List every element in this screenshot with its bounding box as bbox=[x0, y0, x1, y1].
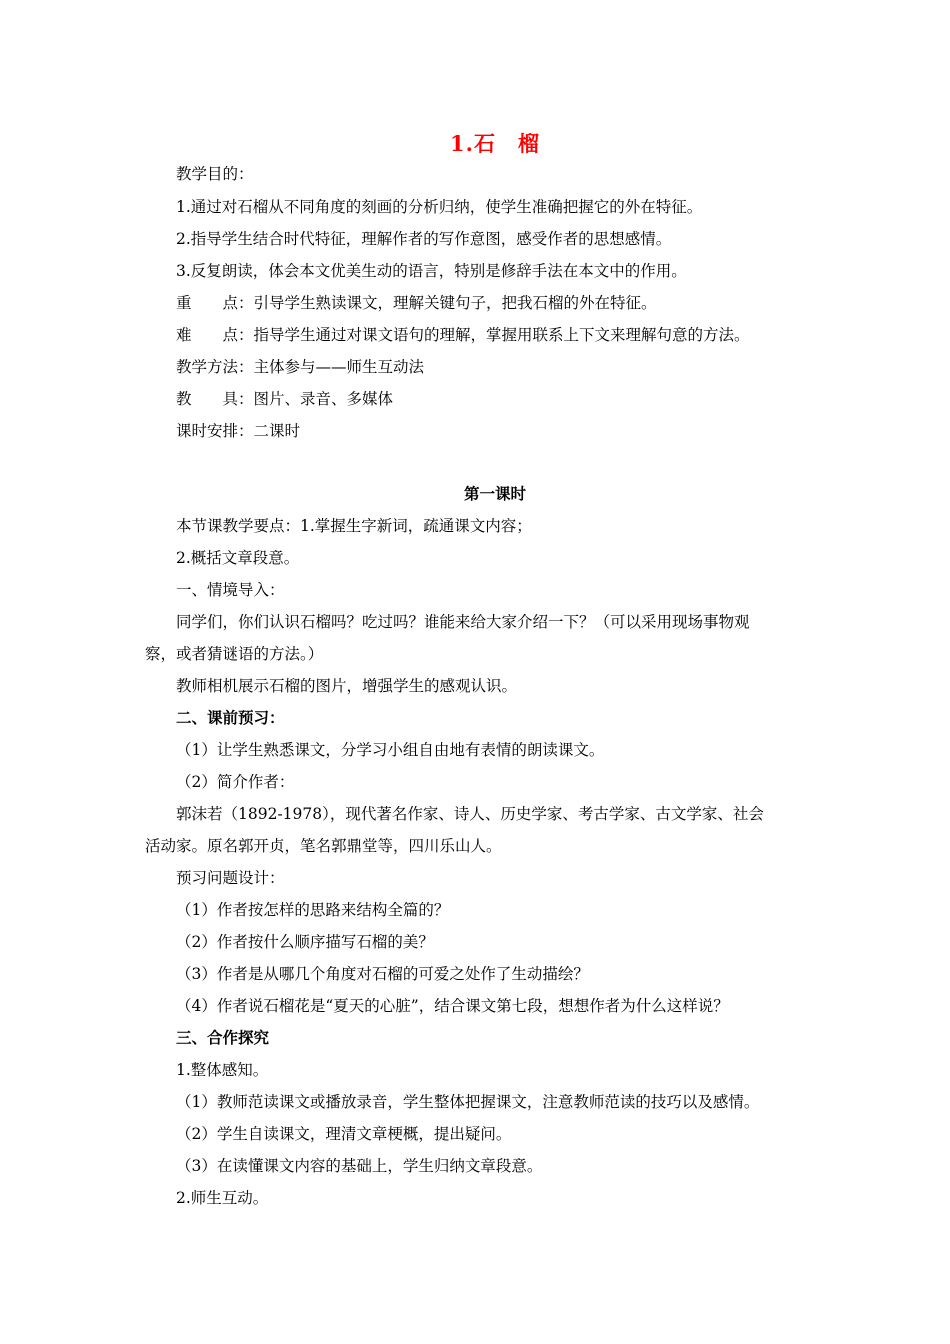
explore-item: （2）学生自读课文，理清文章梗概，提出疑问。 bbox=[176, 1125, 512, 1143]
intro-text: 同学们，你们认识石榴吗？吃过吗？谁能来给大家介绍一下？（可以采用现场事物观 bbox=[176, 613, 750, 631]
objectives-heading: 教学目的： bbox=[176, 165, 254, 183]
objective-item: 3.反复朗读，体会本文优美生动的语言，特别是修辞手法在本文中的作用。 bbox=[176, 262, 687, 280]
difficulty-point: 难 点：指导学生通过对课文语句的理解，掌握用联系上下文来理解句意的方法。 bbox=[176, 326, 750, 344]
explore-item: （3）在读懂课文内容的基础上，学生归纳文章段意。 bbox=[176, 1157, 543, 1175]
questions-heading: 预习问题设计： bbox=[176, 869, 285, 887]
question-item: （3）作者是从哪几个角度对石榴的可爱之处作了生动描绘？ bbox=[176, 965, 589, 983]
question-item: （2）作者按什么顺序描写石榴的美？ bbox=[176, 933, 434, 951]
teaching-method: 教学方法：主体参与——师生互动法 bbox=[176, 358, 425, 376]
author-intro: 活动家。原名郭开贞，笔名郭鼎堂等，四川乐山人。 bbox=[145, 837, 502, 855]
class-schedule: 课时安排：二课时 bbox=[176, 422, 301, 440]
objective-item: 1.通过对石榴从不同角度的刻画的分析归纳，使学生准确把握它的外在特征。 bbox=[176, 198, 703, 216]
preview-item: （2）简介作者： bbox=[176, 773, 295, 791]
lesson-focus: 2.概括文章段意。 bbox=[176, 549, 300, 567]
question-item: （4）作者说石榴花是“夏天的心脏”，结合课文第七段，想想作者为什么这样说？ bbox=[176, 997, 729, 1015]
lesson-focus: 本节课教学要点：1.掌握生字新词，疏通课文内容； bbox=[176, 517, 532, 535]
explore-item: （1）教师范读课文或播放录音，学生整体把握课文，注意教师范读的技巧以及感情。 bbox=[176, 1093, 760, 1111]
intro-heading: 一、情境导入： bbox=[176, 581, 285, 599]
lesson-heading: 第一课时 bbox=[463, 484, 526, 503]
explore-subheading: 1.整体感知。 bbox=[176, 1061, 269, 1079]
key-point: 重 点：引导学生熟读课文，理解关键句子，把我石榴的外在特征。 bbox=[176, 294, 657, 312]
question-item: （1）作者按怎样的思路来结构全篇的？ bbox=[176, 901, 450, 919]
objective-item: 2.指导学生结合时代特征，理解作者的写作意图，感受作者的思想感情。 bbox=[176, 230, 672, 248]
author-intro: 郭沫若（1892-1978），现代著名作家、诗人、历史学家、考古学家、古文学家、社会 bbox=[176, 805, 764, 823]
preview-heading: 二、课前预习： bbox=[176, 708, 285, 727]
preview-item: （1）让学生熟悉课文，分学习小组自由地有表情的朗读课文。 bbox=[176, 741, 605, 759]
intro-text: 察，或者猜谜语的方法。） bbox=[145, 645, 324, 663]
explore-subheading: 2.师生互动。 bbox=[176, 1189, 269, 1207]
document-title: 1.石 榴 bbox=[450, 131, 540, 156]
explore-heading: 三、合作探究 bbox=[176, 1028, 270, 1047]
teaching-tools: 教 具：图片、录音、多媒体 bbox=[176, 390, 394, 408]
intro-text: 教师相机展示石榴的图片，增强学生的感观认识。 bbox=[176, 677, 518, 695]
